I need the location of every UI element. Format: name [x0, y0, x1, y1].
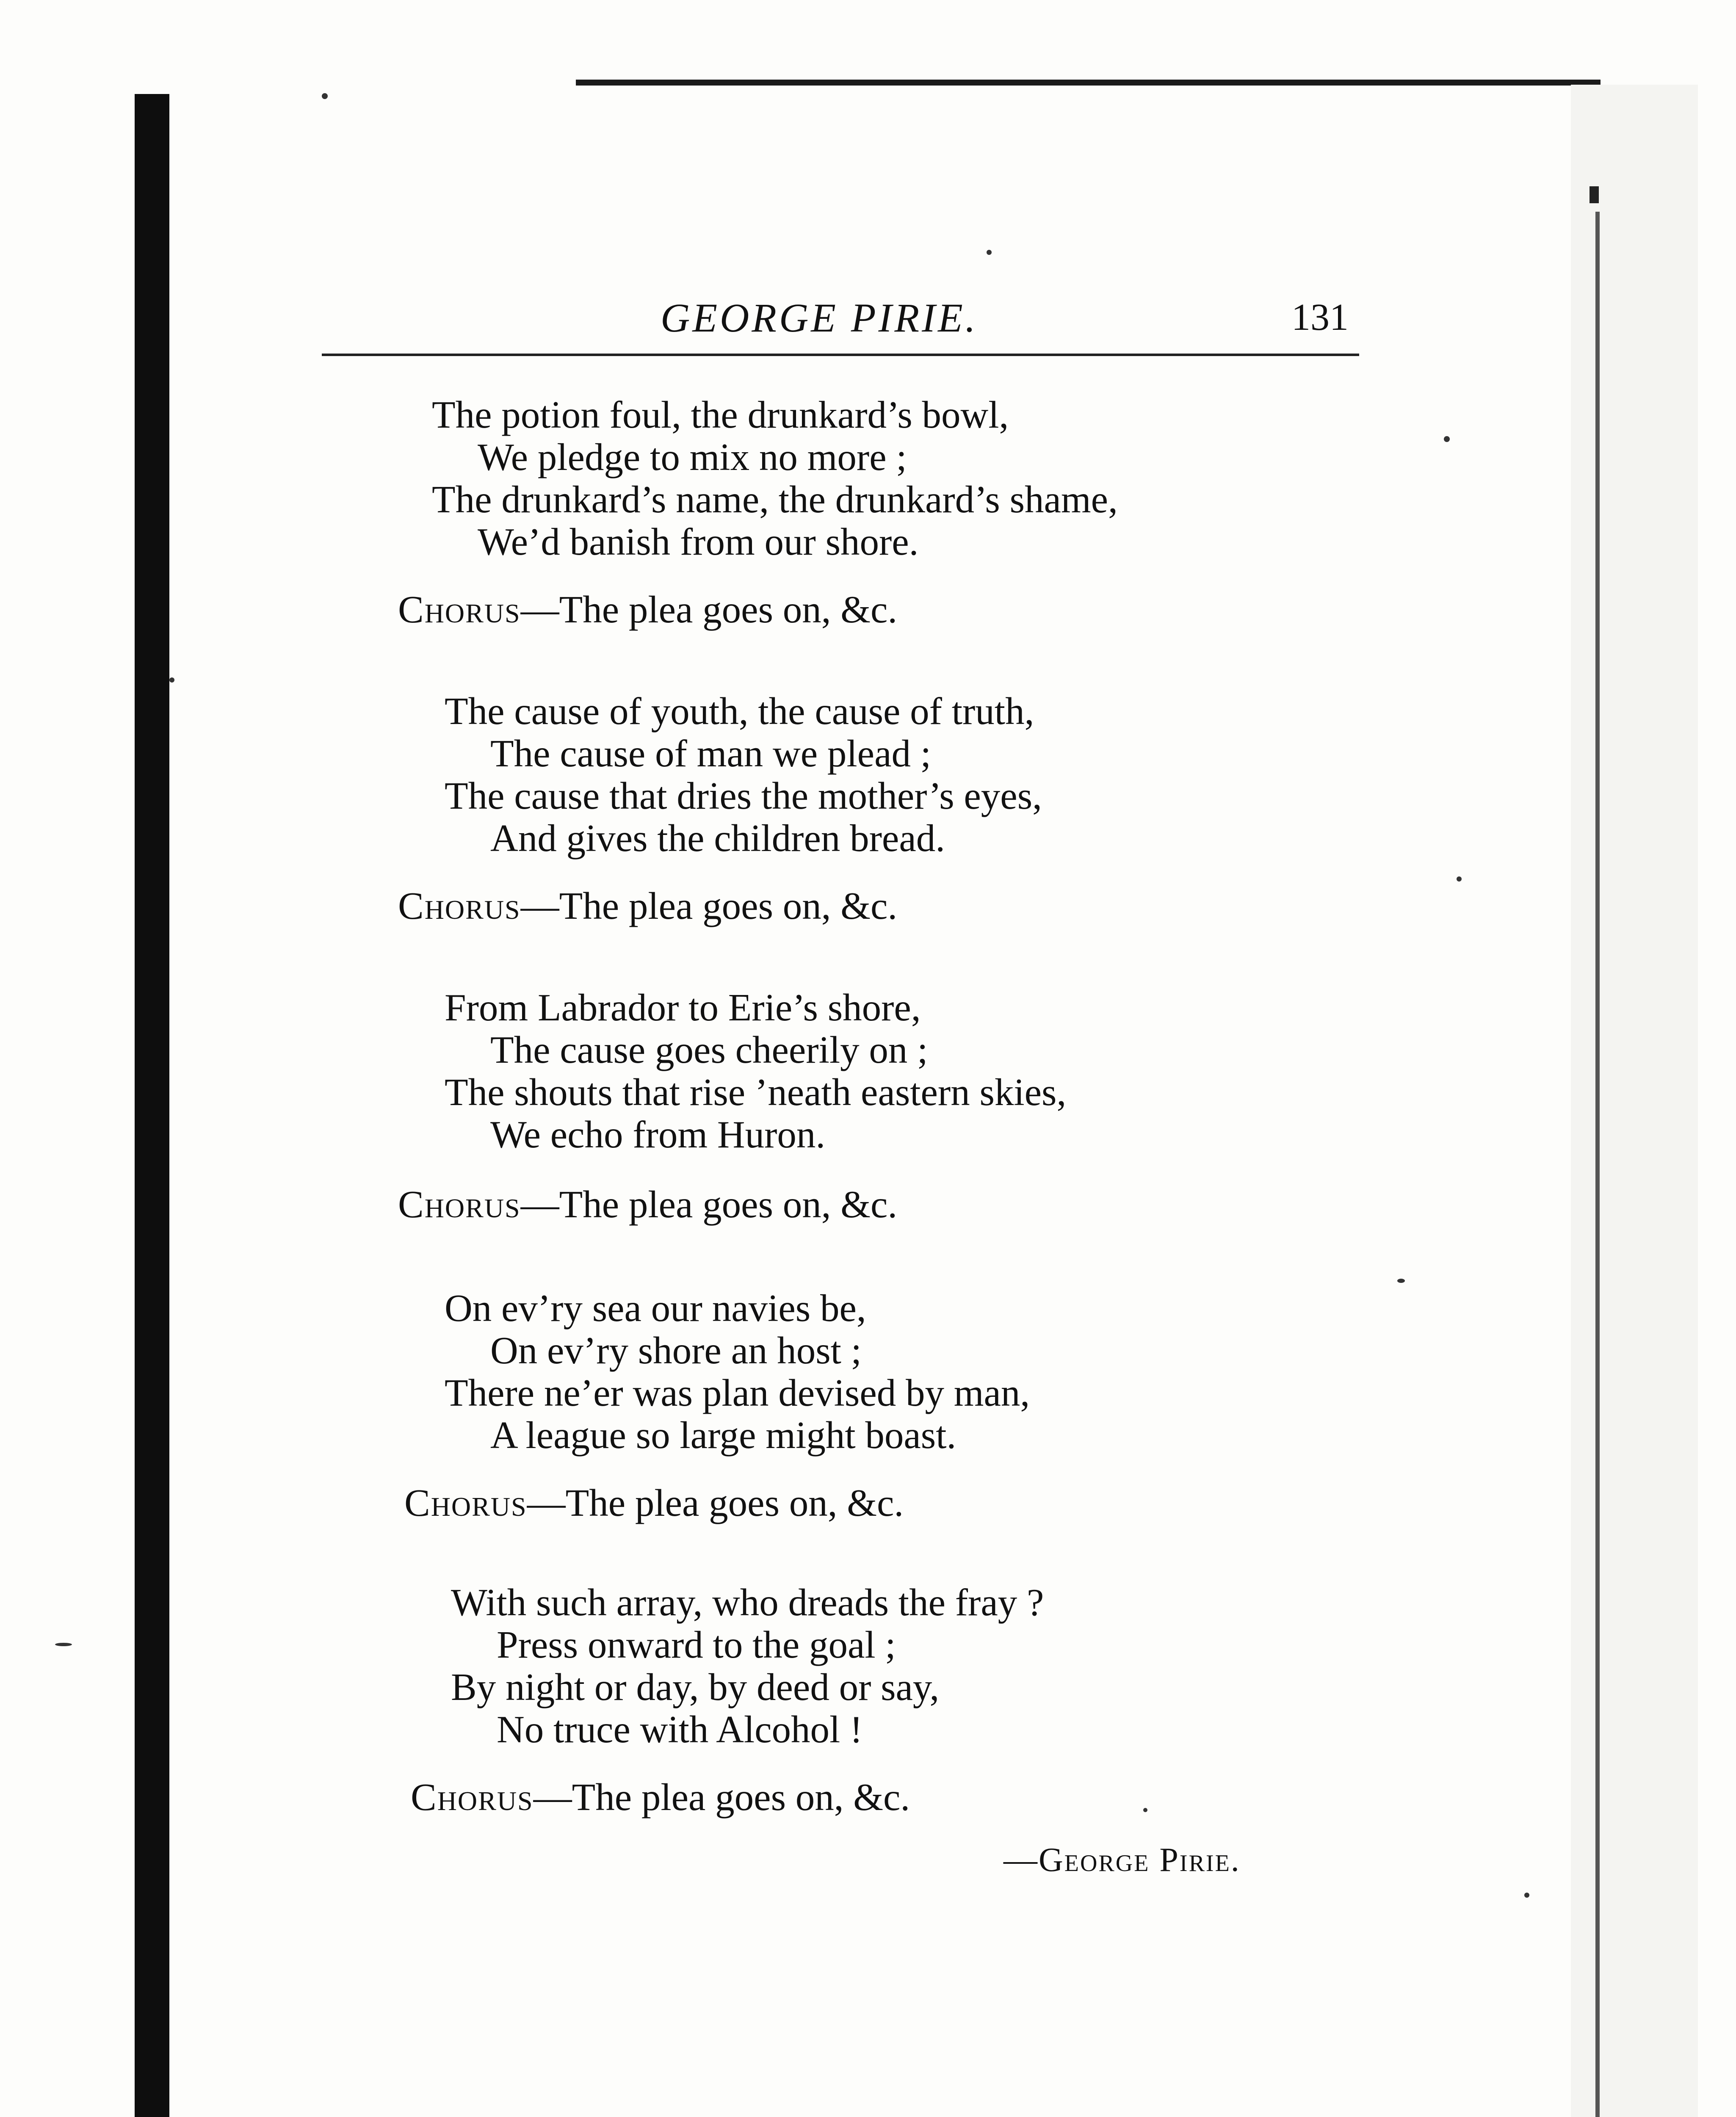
chorus-3 [398, 1183, 897, 1226]
verse-line: No truce with Alcohol ! [497, 1708, 863, 1751]
verse-line: With such array, who dreads the fray ? [451, 1581, 1044, 1624]
stanza-5 [451, 1581, 1044, 1751]
scan-speck [987, 250, 992, 255]
verse-line: The potion foul, the drunkard’s bowl, [432, 393, 1009, 436]
verse-line: We’d banish from our shore. [478, 520, 919, 563]
verse-line: The cause that dries the mother’s eyes, [445, 774, 1042, 817]
verse-line: From Labrador to Erie’s shore, [445, 986, 921, 1029]
header-rule [322, 354, 1359, 356]
chorus-label: Chorus [398, 884, 521, 927]
chorus-label: Chorus [398, 1183, 521, 1226]
stanza-4 [445, 1287, 1030, 1456]
chorus-text: —The plea goes on, &c. [527, 1481, 904, 1524]
chorus-2 [398, 885, 897, 927]
verse-line: A league so large might boast. [490, 1414, 956, 1456]
chorus-text: —The plea goes on, &c. [520, 588, 898, 631]
chorus-label: Chorus [398, 588, 521, 631]
scan-speck [55, 1643, 72, 1646]
verse-line: The drunkard’s name, the drunkard’s shame, [432, 478, 1118, 521]
scan-speck [1143, 1808, 1147, 1812]
scan-speck [1524, 1893, 1529, 1898]
binding-gutter-bar [135, 94, 169, 2117]
page-edge-line [1595, 212, 1600, 2117]
verse-line: The cause goes cheerily on ; [490, 1028, 928, 1071]
verse-line: Press onward to the goal ; [497, 1623, 896, 1666]
scan-speck [322, 93, 328, 99]
verse-line: The cause of youth, the cause of truth, [445, 690, 1034, 732]
scan-speck [1397, 1279, 1405, 1283]
chorus-text: —The plea goes on, &c. [520, 884, 898, 927]
chorus-text: —The plea goes on, &c. [520, 1183, 898, 1226]
chorus-5 [411, 1776, 910, 1819]
chorus-4 [404, 1482, 904, 1524]
author-signature: —George Pirie. [1003, 1841, 1241, 1879]
verse-line: There ne’er was plan devised by man, [445, 1371, 1030, 1414]
page-edge-mark [1589, 186, 1599, 203]
scan-speck [1457, 876, 1462, 882]
verse-line: On ev’ry shore an host ; [490, 1329, 862, 1372]
chorus-1 [398, 589, 897, 631]
verse-line: We pledge to mix no more ; [478, 436, 907, 478]
page-number: 131 [1291, 296, 1349, 338]
stanza-1 [432, 394, 1118, 563]
verse-line: The shouts that rise ’neath eastern skies, [445, 1071, 1067, 1114]
chorus-text: —The plea goes on, &c. [533, 1776, 910, 1819]
adjacent-page-edge [1571, 85, 1698, 2117]
verse-line: By night or day, by deed or say, [451, 1666, 940, 1708]
verse-line: On ev’ry sea our navies be, [445, 1287, 866, 1329]
verse-line: We echo from Huron. [490, 1113, 826, 1156]
running-header: GEORGE PIRIE. [661, 295, 978, 340]
top-rule [576, 80, 1601, 86]
chorus-label: Chorus [411, 1776, 534, 1819]
verse-line: The cause of man we plead ; [490, 732, 931, 775]
stanza-2 [445, 690, 1042, 860]
chorus-label: Chorus [404, 1481, 527, 1524]
scan-speck [169, 677, 174, 683]
stanza-3 [445, 987, 1066, 1156]
verse-line: And gives the children bread. [490, 817, 945, 860]
scan-speck [1444, 436, 1450, 442]
